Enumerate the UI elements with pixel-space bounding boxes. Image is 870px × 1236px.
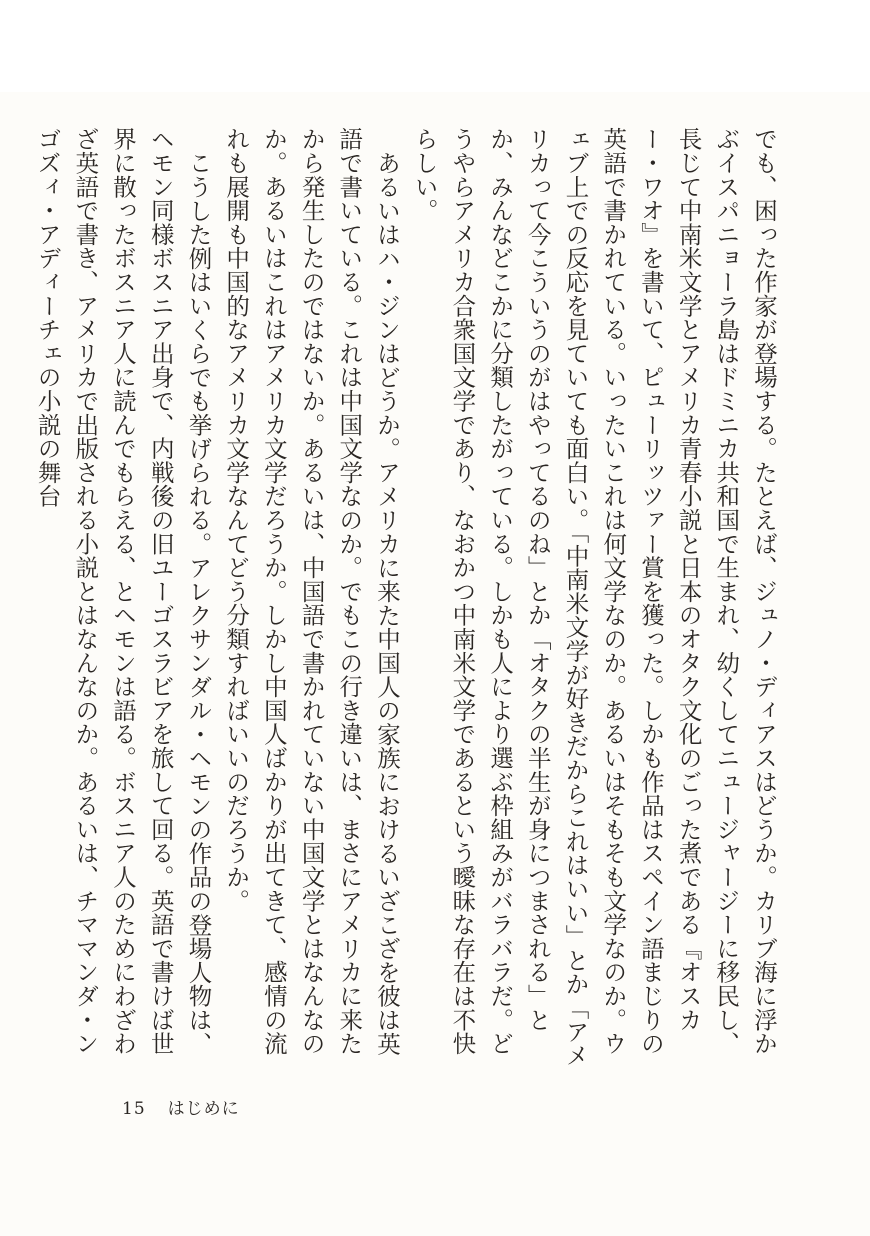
page-top-margin <box>0 0 870 92</box>
page-number: 15 <box>122 1099 146 1119</box>
section-title: はじめに <box>167 1099 240 1119</box>
paragraph-3: こうした例はいくらでも挙げられる。アレクサンダル・ヘモンの作品の登場人物は、ヘモン同様ボスニア出身で、内戦後の旧ユーゴスラビアを旅して回る。英語で書けば世界に散ったボスニア人に読んでもらえる、とヘモンは語る。ボスニア人のためにわざわざ英語で書き、アメリカで出版される小説とはなんなのか。あるいは、チママンダ・ンゴズィ・アディーチェの小説の舞台 <box>33 127 213 1056</box>
vertical-text-body <box>28 127 782 1077</box>
page-footer <box>122 1094 240 1119</box>
paragraph-1: でも、困った作家が登場する。たとえば、ジュノ・ディアスはどうか。カリブ海に浮かぶイスパニョーラ島はドミニカ共和国で生まれ、幼くしてニュージャージーに移民し、長じて中南米文学とアメリカ青春小説と日本のオタク文化のごった煮である『オスカー・ワオ』を書いて、ピューリッツァー賞を獲った。しかも作品はスペイン語まじりの英語で書かれている。いったいこれは何文学なのか。あるいはそもそも文学なのか。ウェブ上での反応を見ていても面白い。「中南米文学が好きだからこれはいい」とか「アメリカって今こういうのがはやってるのね」とか「オタクの半生が身につまされる」とか、みんなどこかに分類したがっている。しかも人により選ぶ枠組みがバラバラだ。どうやらアメリカ合衆国文学であり、なおかつ中南米文学であるという曖昧な存在は不快らしい。 <box>410 127 778 1068</box>
paragraph-2: あるいはハ・ジンはどうか。アメリカに来た中国人の家族におけるいざこざを彼は英語で書いている。これは中国文学なのか。でもこの行き違いは、まさにアメリカに来たから発生したのではないか。あるいは、中国語で書かれていない中国文学とはなんなのか。あるいはこれはアメリカ文学だろうか。しかし中国人ばかりが出てきて、感情の流れも展開も中国的なアメリカ文学なんてどう分類すればいいのだろうか。 <box>222 127 401 1056</box>
